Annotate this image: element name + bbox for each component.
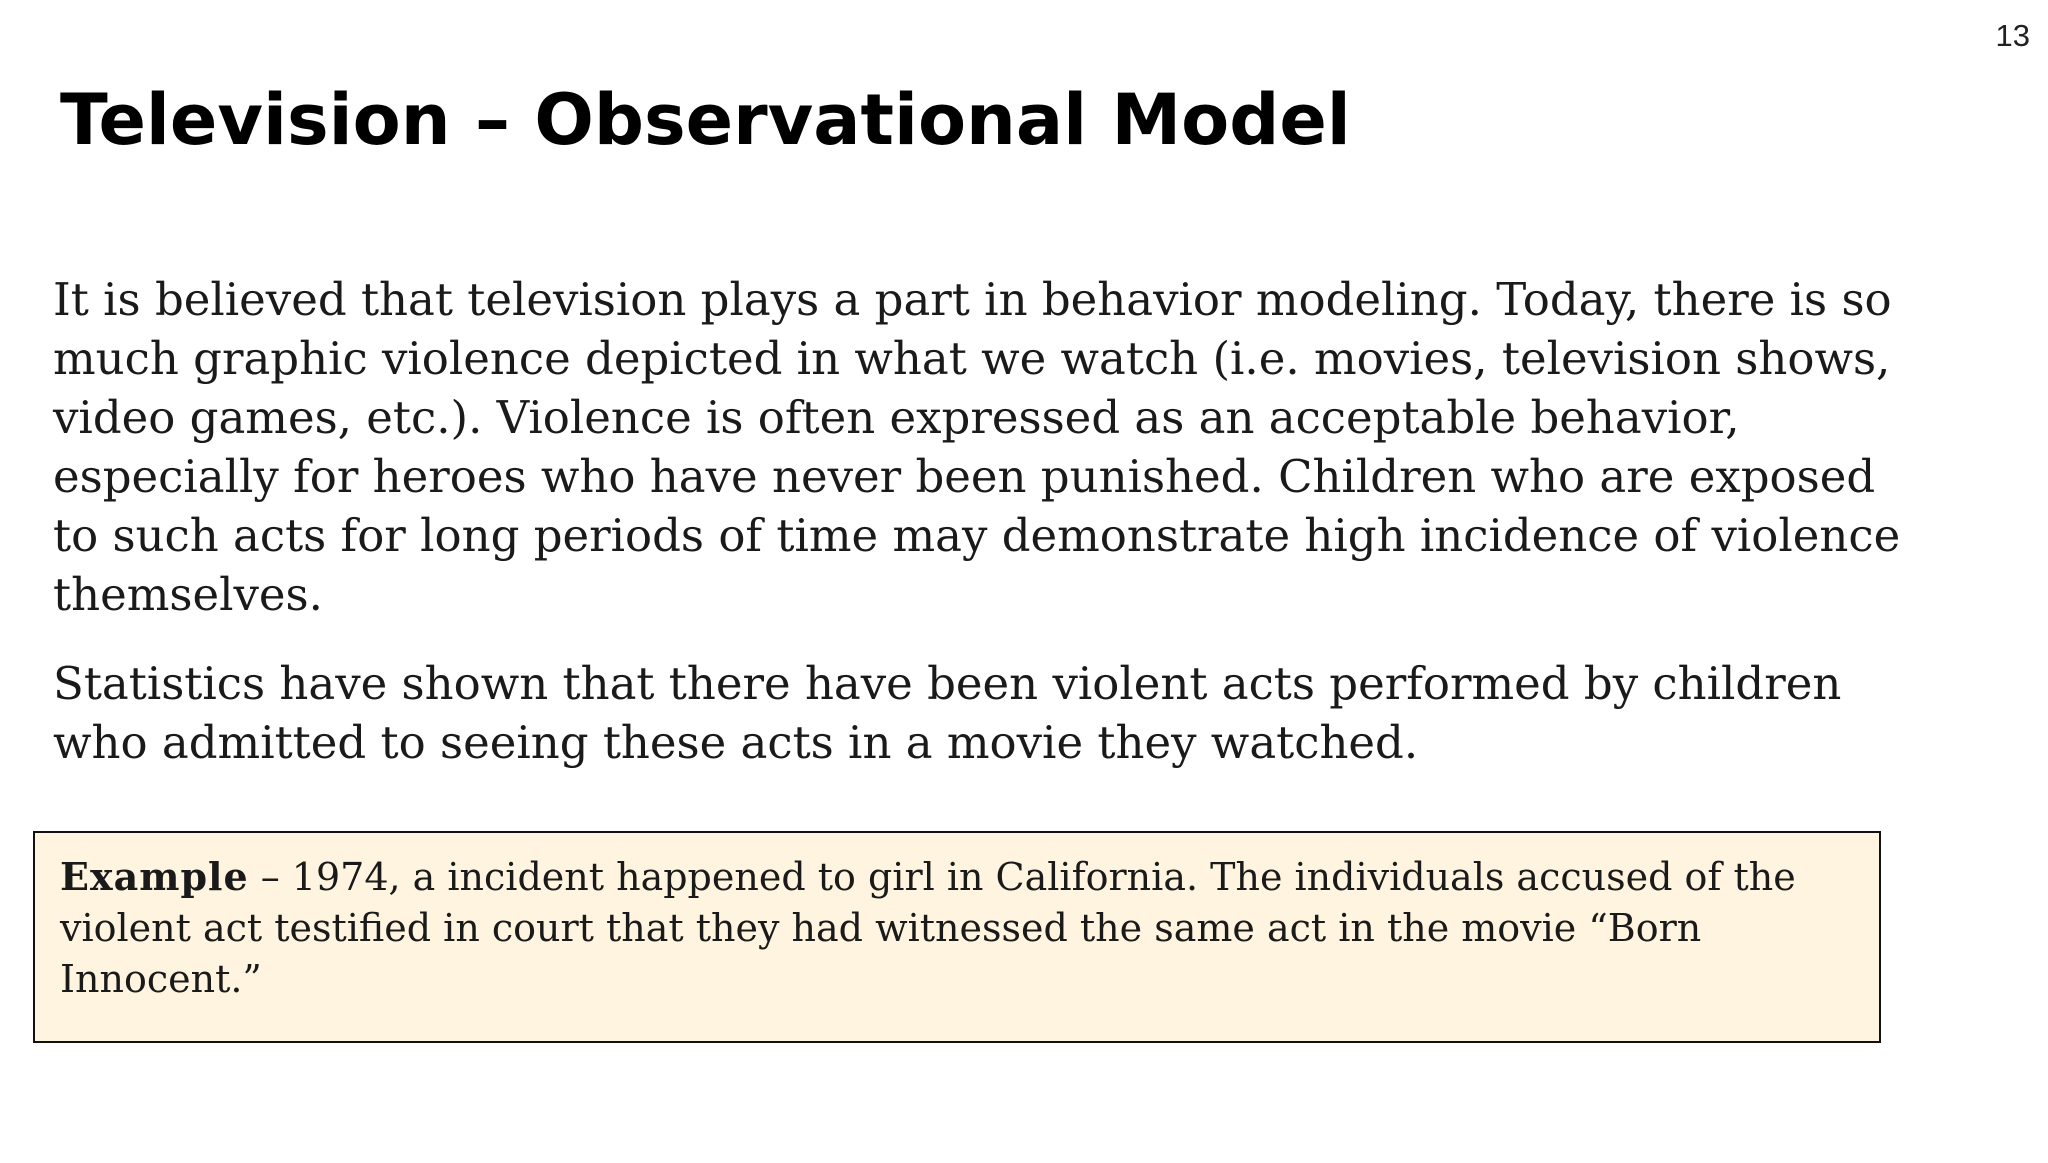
example-label: Example (60, 854, 249, 899)
page-number: 13 (1995, 18, 2030, 53)
example-text: – 1974, a incident happened to girl in California. The individuals accused of the violent act testified in court that they had witnessed the same act in the movie “Born Innocent.” (60, 855, 1796, 1001)
example-box (33, 831, 1881, 1043)
paragraph-statistics: Statistics have shown that there have been violent acts performed by children who admitted to seeing these acts in a movie they watched. (53, 657, 1842, 769)
slide-title: Television – Observational Model (60, 79, 1351, 161)
paragraph-tv-behavior-modeling: It is believed that television plays a part in behavior modeling. Today, there is so much graphic violence depicted in what we watch (i.e. movies, television shows, video games, etc.). Violence is often expressed as an acceptable behavior, especially for heroes who have never been punished. Children who are exposed to such acts for long periods of time may demonstrate high incidence of violence themselves. (53, 273, 1901, 621)
body-text (53, 270, 1933, 802)
